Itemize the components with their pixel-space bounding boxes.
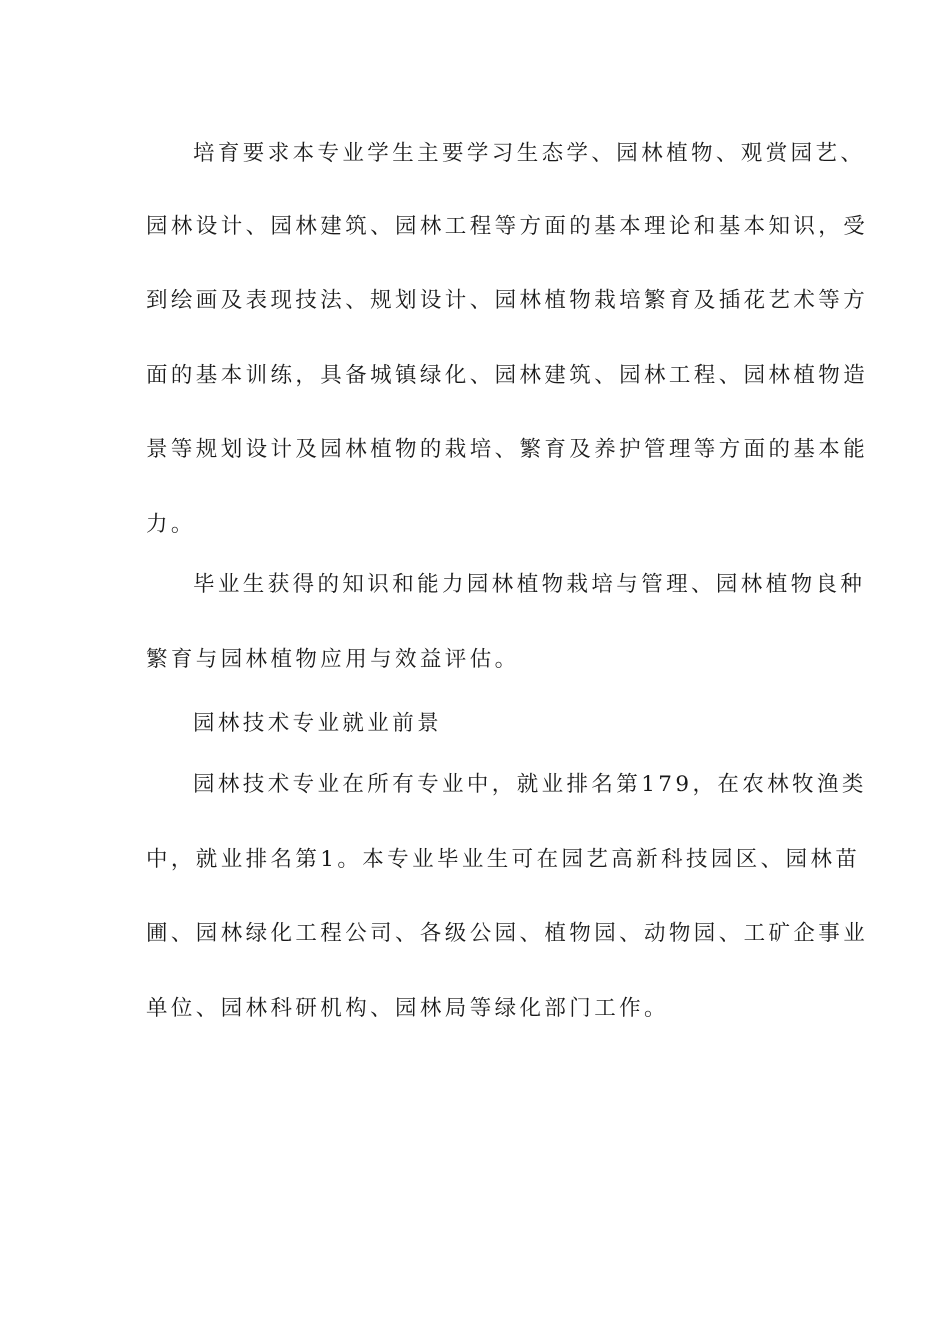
paragraph-line: 毕业生获得的知识和能力园林植物栽培与管理、园林植物良种: [193, 572, 866, 597]
paragraph-line: 力。: [146, 512, 196, 537]
paragraph-line: 中，就业排名第1。本专业毕业生可在园艺高新科技园区、园林苗: [146, 847, 861, 872]
paragraph-line: 到绘画及表现技法、规划设计、园林植物栽培繁育及插花艺术等方: [146, 288, 869, 313]
paragraph-line: 单位、园林科研机构、园林局等绿化部门工作。: [146, 996, 669, 1021]
section-heading: 园林技术专业就业前景: [193, 711, 443, 736]
paragraph-line: 园林技术专业在所有专业中，就业排名第179，在农林牧渔类: [193, 772, 867, 797]
paragraph-line: 景等规划设计及园林植物的栽培、繁育及养护管理等方面的基本能: [146, 437, 869, 462]
paragraph-line: 繁育与园林植物应用与效益评估。: [146, 647, 520, 672]
paragraph-line: 面的基本训练，具备城镇绿化、园林建筑、园林工程、园林植物造: [146, 363, 869, 388]
paragraph-line: 培育要求本专业学生主要学习生态学、园林植物、观赏园艺、: [193, 141, 866, 166]
paragraph-line: 园林设计、园林建筑、园林工程等方面的基本理论和基本知识，受: [146, 214, 869, 239]
paragraph-line: 圃、园林绿化工程公司、各级公园、植物园、动物园、工矿企事业: [146, 921, 869, 946]
